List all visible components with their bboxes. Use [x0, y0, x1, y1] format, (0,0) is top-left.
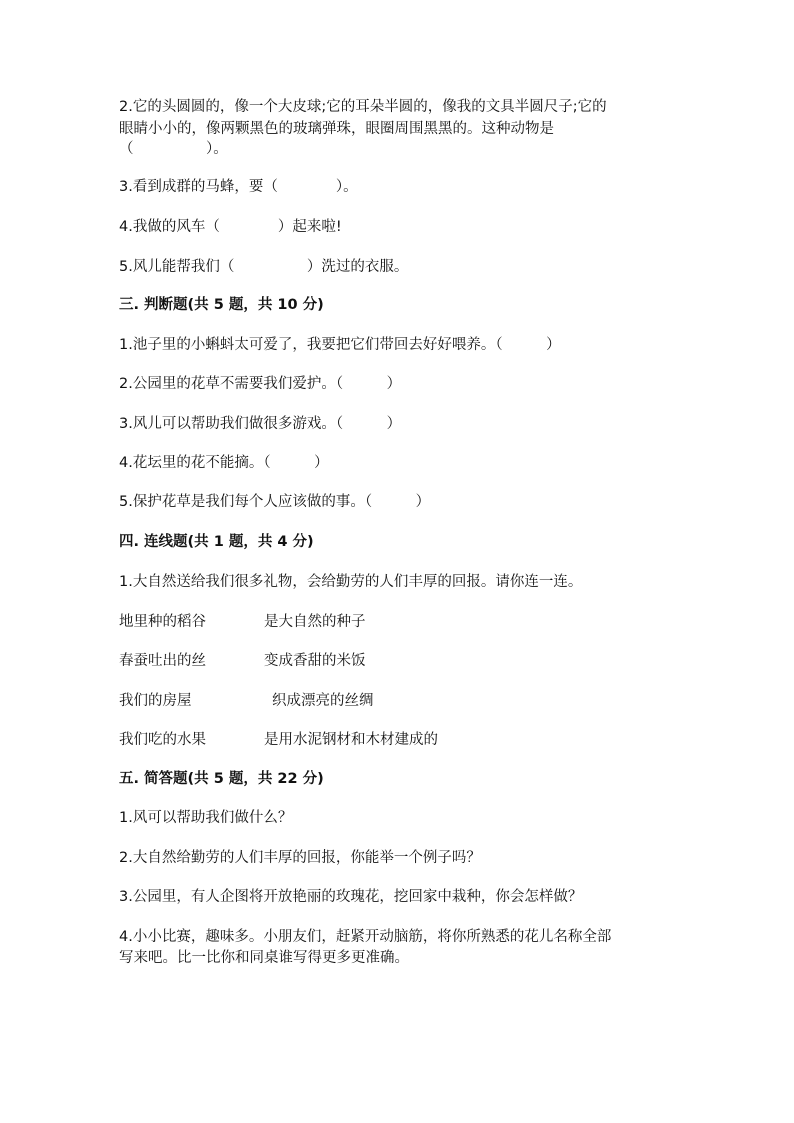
- section4-heading: 四. 连线题(共 1 题，共 4 分): [119, 534, 314, 550]
- match-left-2: 春蚕吐出的丝: [119, 653, 206, 669]
- judge-q3: 3.风儿可以帮助我们做很多游戏。（ ）: [119, 416, 402, 432]
- match-right-2: 变成香甜的米饭: [264, 653, 366, 669]
- fill-blank-q3: 3.看到成群的马蜂，要（ ）。: [119, 179, 358, 195]
- fill-blank-q4: 4.我做的风车（ ）起来啦!: [119, 219, 342, 235]
- fill-blank-q5: 5.风儿能帮我们（ ）洗过的衣服。: [119, 259, 409, 275]
- match-right-3: 织成漂亮的丝绸: [272, 693, 374, 709]
- fill-blank-q2-line1: 2.它的头圆圆的，像一个大皮球;它的耳朵半圆的，像我的文具半圆尺子;它的: [119, 99, 607, 115]
- match-left-1: 地里种的稻谷: [119, 614, 206, 630]
- short-q4-line1: 4.小小比赛，趣味多。小朋友们，赶紧开动脑筋，将你所熟悉的花儿名称全部: [119, 929, 612, 945]
- section5-heading: 五. 简答题(共 5 题，共 22 分): [119, 771, 324, 787]
- short-q4-line2: 写来吧。比一比你和同桌谁写得更多更准确。: [119, 950, 409, 966]
- match-left-3: 我们的房屋: [119, 693, 192, 709]
- match-right-1: 是大自然的种子: [264, 614, 366, 630]
- short-q3: 3.公园里，有人企图将开放艳丽的玫瑰花，挖回家中栽种，你会怎样做？: [119, 889, 583, 905]
- match-right-4: 是用水泥钢材和木材建成的: [264, 732, 438, 748]
- judge-q2: 2.公园里的花草不需要我们爱护。（ ）: [119, 376, 402, 392]
- short-q1: 1.风可以帮助我们做什么？: [119, 810, 293, 826]
- judge-q4: 4.花坛里的花不能摘。（ ）: [119, 455, 329, 471]
- match-question: 1.大自然送给我们很多礼物，会给勤劳的人们丰厚的回报。请你连一连。: [119, 574, 583, 590]
- fill-blank-q2-line2: 眼睛小小的，像两颗黑色的玻璃弹珠，眼圈周围黑黑的。这种动物是: [119, 121, 554, 137]
- section3-heading: 三. 判断题(共 5 题，共 10 分): [119, 297, 324, 313]
- judge-q1: 1.池子里的小蝌蚪太可爱了，我要把它们带回去好好喂养。（ ）: [119, 337, 561, 353]
- match-left-4: 我们吃的水果: [119, 732, 206, 748]
- short-q2: 2.大自然给勤劳的人们丰厚的回报，你能举一个例子吗？: [119, 850, 481, 866]
- fill-blank-q2-line3: （ ）。: [119, 141, 228, 157]
- judge-q5: 5.保护花草是我们每个人应该做的事。（ ）: [119, 494, 431, 510]
